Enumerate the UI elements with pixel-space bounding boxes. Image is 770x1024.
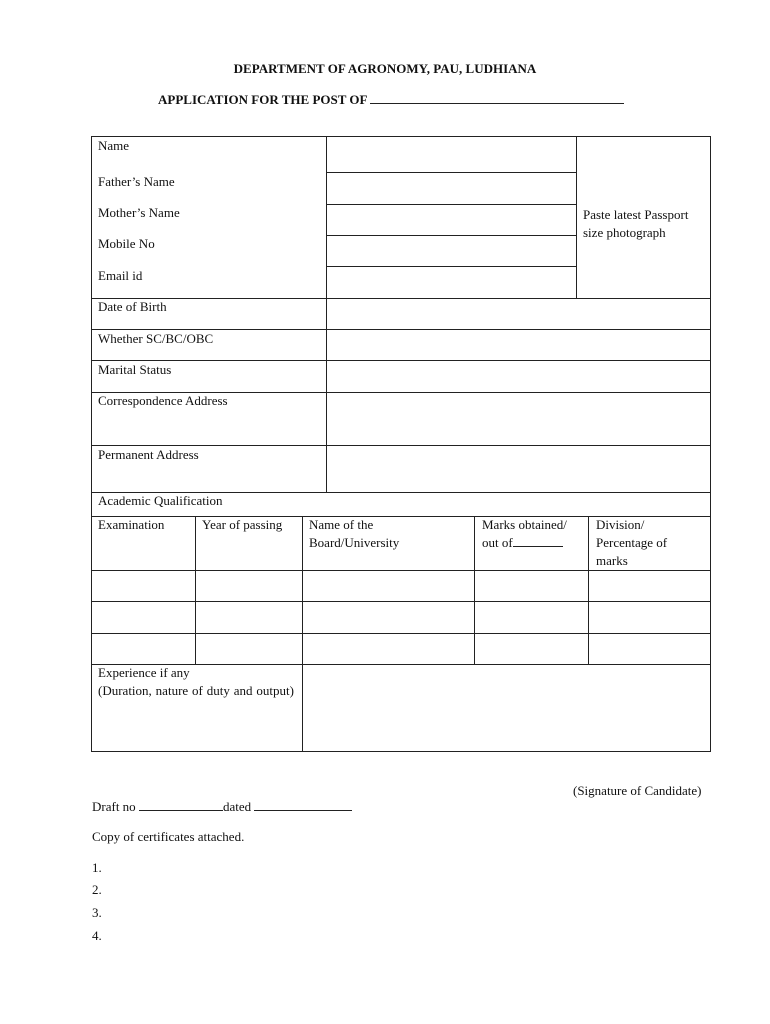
col-marks-obtained: Marks obtained/ out of [482,517,567,550]
list-item: 3. [92,905,102,920]
experience-sublabel: (Duration, nature of duty and output) [98,683,294,698]
col-year-of-passing: Year of passing [202,517,283,532]
dated-field[interactable] [254,798,352,811]
dob-label: Date of Birth [98,299,167,314]
category-field[interactable] [327,330,710,360]
post-blank-field[interactable] [370,91,624,104]
marital-status-label: Marital Status [98,362,172,377]
col-examination: Examination [98,517,165,532]
application-title [158,91,624,108]
category-label: Whether SC/BC/OBC [98,331,214,346]
academic-row[interactable] [92,634,710,664]
col-board-university: Name of the Board/University [309,517,400,550]
experience-field[interactable] [303,665,710,751]
certificates-attached-label: Copy of certificates attached. [92,829,245,844]
permanent-address-label: Permanent Address [98,447,199,462]
dob-field[interactable] [327,299,710,329]
email-label: Email id [98,268,143,283]
list-item: 4. [92,928,102,943]
correspondence-address-field[interactable] [327,393,710,445]
experience-label: Experience if any [98,665,190,680]
mother-name-label: Mother’s Name [98,205,180,220]
correspondence-address-label: Correspondence Address [98,393,228,408]
father-name-field[interactable] [327,173,576,204]
mother-name-field[interactable] [327,205,576,235]
draft-no-field[interactable] [139,798,223,811]
dated-label: dated [222,799,252,814]
draft-line [92,798,352,815]
permanent-address-field[interactable] [327,446,710,492]
academic-qualification-heading: Academic Qualification [98,493,223,508]
mobile-field[interactable] [327,236,576,266]
name-label: Name [98,138,130,153]
name-field[interactable] [327,137,576,172]
draft-no-label: Draft no [92,799,136,814]
academic-row[interactable] [92,571,710,601]
list-item: 2. [92,882,102,897]
email-field[interactable] [327,267,576,298]
department-heading: DEPARTMENT OF AGRONOMY, PAU, LUDHIANA [233,61,537,76]
photo-placeholder: Paste latest Passport size photograph [583,207,689,240]
col-division-percentage: Division/ Percentage of marks [596,517,668,568]
academic-row[interactable] [92,602,710,633]
mobile-label: Mobile No [98,236,155,251]
father-name-label: Father’s Name [98,174,175,189]
application-title-text: APPLICATION FOR THE POST OF [158,92,367,107]
list-item: 1. [92,860,102,875]
signature-label: (Signature of Candidate) [573,783,702,798]
marital-status-field[interactable] [327,361,710,392]
